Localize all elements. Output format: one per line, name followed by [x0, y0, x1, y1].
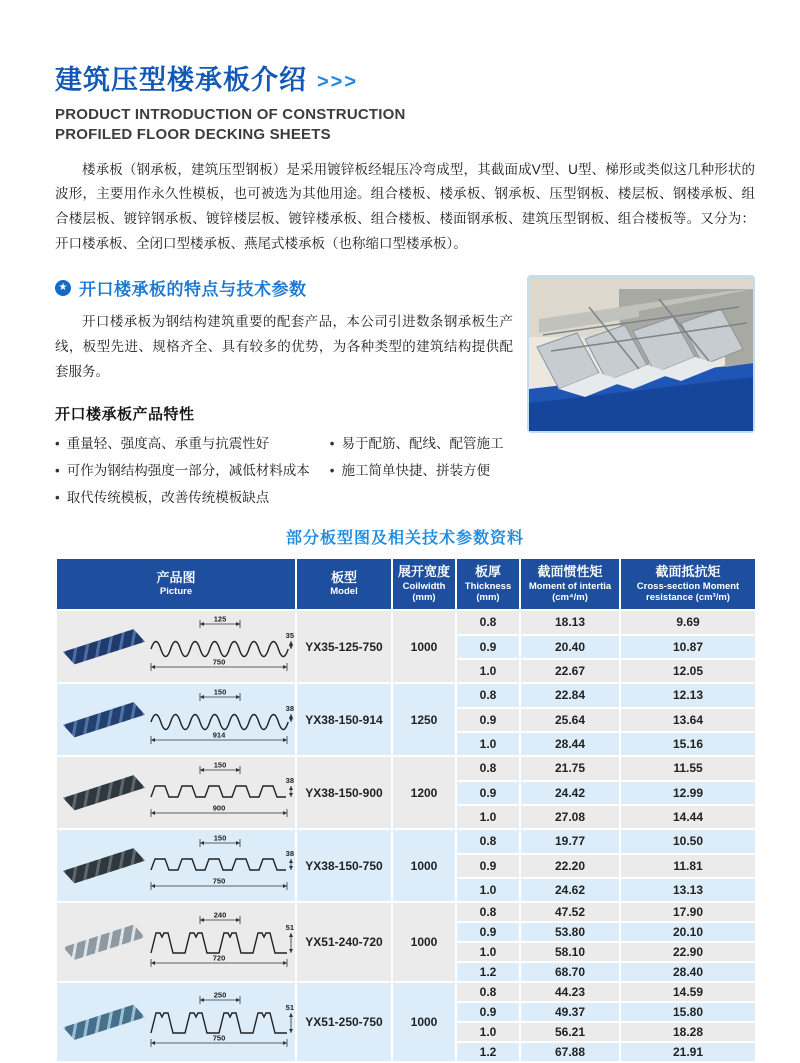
picture-wrap	[57, 684, 295, 755]
profile-drawing-svg	[145, 834, 295, 894]
column-header-unit: (cm⁴/m)	[552, 592, 588, 604]
resistance-cell: 12.13	[620, 683, 756, 707]
resistance-cell: 15.16	[620, 732, 756, 756]
profile-drawing	[145, 834, 295, 897]
column-header-unit: resistance (cm³/m)	[646, 592, 730, 604]
model-cell: YX51-240-720	[296, 902, 392, 982]
table-row	[56, 683, 756, 707]
inertia-cell: 19.77	[520, 829, 620, 853]
thickness-cell: 0.8	[456, 829, 520, 853]
svg-text:150: 150	[213, 760, 227, 770]
feature-right-1	[330, 457, 513, 484]
column-header-1	[296, 558, 392, 610]
profile-drawing-svg	[145, 688, 295, 748]
feature-text: 重量轻、强度高、承重与抗震性好	[66, 436, 270, 452]
sheet-3d-image	[63, 772, 145, 814]
coilwidth-cell: 1000	[392, 982, 456, 1062]
resistance-cell: 11.55	[620, 756, 756, 780]
inertia-cell: 24.62	[520, 878, 620, 902]
profile-drawing	[145, 911, 295, 974]
model-cell: YX51-250-750	[296, 982, 392, 1062]
svg-text:150: 150	[213, 687, 227, 697]
resistance-cell: 17.90	[620, 902, 756, 922]
feature-text: 取代传统模板，改善传统模板缺点	[66, 490, 270, 506]
svg-text:720: 720	[212, 953, 226, 963]
thickness-cell: 1.0	[456, 732, 520, 756]
column-header-en: Picture	[159, 586, 193, 598]
picture-cell-YX51-250-750	[56, 982, 296, 1062]
resistance-cell: 22.90	[620, 942, 756, 962]
picture-wrap	[57, 907, 295, 978]
sheet-3d-image	[63, 1001, 145, 1043]
resistance-cell: 13.13	[620, 878, 756, 902]
section-body: 开口楼承板为钢结构建筑重要的配套产品，本公司引进数条钢承板生产线，板型先进、规格齐全、具有较多的优势，为各种类型的建筑结构提供配套服务。	[55, 314, 513, 380]
inertia-cell: 47.52	[520, 902, 620, 922]
inertia-cell: 58.10	[520, 942, 620, 962]
inertia-cell: 44.23	[520, 982, 620, 1002]
spec-table	[55, 557, 757, 1063]
thickness-cell: 0.9	[456, 781, 520, 805]
bullet-icon: •	[55, 490, 60, 506]
svg-text:240: 240	[213, 910, 227, 920]
feature-text: 可作为钢结构强度一部分，减低材料成本	[66, 463, 310, 479]
svg-text:38: 38	[285, 704, 294, 714]
resistance-cell: 18.28	[620, 1022, 756, 1042]
sheet-3d-image	[63, 626, 145, 668]
thickness-cell: 0.8	[456, 902, 520, 922]
picture-cell-YX51-240-720	[56, 902, 296, 982]
coilwidth-cell: 1000	[392, 610, 456, 683]
svg-text:35: 35	[285, 631, 294, 641]
inertia-cell: 68.70	[520, 962, 620, 982]
model-cell: YX38-150-750	[296, 829, 392, 902]
feature-left-1	[55, 457, 330, 484]
svg-text:125: 125	[213, 614, 227, 624]
deck-illustration-svg	[529, 277, 753, 431]
coilwidth-cell: 1200	[392, 756, 456, 829]
picture-cell-YX35-125-750	[56, 610, 296, 683]
svg-text:38: 38	[285, 849, 294, 859]
inertia-cell: 18.13	[520, 610, 620, 634]
inertia-cell: 20.40	[520, 635, 620, 659]
table-row	[56, 610, 756, 634]
column-header-en: Thickness	[464, 580, 512, 592]
inertia-cell: 21.75	[520, 756, 620, 780]
thickness-cell: 1.0	[456, 805, 520, 829]
features-right-list	[330, 430, 513, 511]
column-header-unit: (mm)	[476, 592, 500, 604]
thickness-cell: 1.2	[456, 962, 520, 982]
feature-text: 易于配筋、配线、配管施工	[341, 436, 504, 452]
thickness-cell: 0.8	[456, 610, 520, 634]
thickness-cell: 1.2	[456, 1042, 520, 1062]
thickness-cell: 1.0	[456, 1022, 520, 1042]
thickness-cell: 0.9	[456, 635, 520, 659]
bullet-icon: •	[55, 463, 60, 479]
resistance-cell: 14.44	[620, 805, 756, 829]
column-header-zh: 截面惯性矩	[537, 564, 603, 580]
svg-text:51: 51	[285, 1002, 294, 1012]
table-row	[56, 902, 756, 922]
product-photo	[527, 275, 755, 433]
thickness-cell: 0.9	[456, 854, 520, 878]
resistance-cell: 9.69	[620, 610, 756, 634]
intro-paragraph: 楼承板（钢承板，建筑压型钢板）是采用镀锌板经辊压冷弯成型，其截面成V型、U型、梯形或类似这几种形状的波形，主要用作永久性模板，也可被选为其他用途。组合楼板、楼承板、钢承板、压型钢板、楼层板、钢楼承板、组合楼层板、镀锌钢承板、镀锌楼层板、镀锌楼承板、组合楼板、楼面钢承板、建筑压型钢板、组合楼板等。又分为：开口楼承板、全闭口型楼承板、燕尾式楼承板（也称缩口型楼承板）。	[55, 161, 755, 252]
resistance-cell: 21.91	[620, 1042, 756, 1062]
picture-wrap	[57, 830, 295, 901]
profile-drawing	[145, 615, 295, 678]
picture-cell-YX38-150-900	[56, 756, 296, 829]
column-header-3	[456, 558, 520, 610]
model-cell: YX38-150-914	[296, 683, 392, 756]
thickness-cell: 0.9	[456, 1002, 520, 1022]
open-deck-section	[55, 275, 755, 511]
profile-drawing-svg	[145, 991, 295, 1051]
inertia-cell: 24.42	[520, 781, 620, 805]
resistance-cell: 13.64	[620, 708, 756, 732]
profile-drawing	[145, 688, 295, 751]
picture-cell-YX38-150-750	[56, 829, 296, 902]
chevrons-icon: >>>	[317, 71, 359, 93]
column-header-zh: 产品图	[156, 570, 196, 586]
section-header	[55, 275, 513, 300]
column-header-zh: 板厚	[474, 564, 501, 580]
coilwidth-cell: 1000	[392, 829, 456, 902]
column-header-zh: 板型	[330, 570, 357, 586]
column-header-zh: 展开宽度	[397, 564, 450, 580]
page-title: 建筑压型楼承板介绍	[55, 65, 307, 95]
sheet-3d-image	[63, 921, 145, 963]
column-header-unit: (mm)	[412, 592, 436, 604]
svg-text:750: 750	[212, 657, 226, 667]
star-icon: ★	[55, 280, 71, 296]
inertia-cell: 22.67	[520, 659, 620, 683]
column-header-en: Model	[330, 586, 358, 598]
bullet-icon: •	[55, 436, 60, 452]
resistance-cell: 10.50	[620, 829, 756, 853]
resistance-cell: 20.10	[620, 922, 756, 942]
resistance-cell: 11.81	[620, 854, 756, 878]
coilwidth-cell: 1250	[392, 683, 456, 756]
inertia-cell: 67.88	[520, 1042, 620, 1062]
resistance-cell: 10.87	[620, 635, 756, 659]
column-header-en: Coilwidth	[402, 580, 446, 592]
picture-wrap	[57, 757, 295, 828]
features-heading: 开口楼承板产品特性	[55, 406, 195, 424]
feature-text: 施工简单快捷、拼装方便	[341, 463, 491, 479]
feature-right-0	[330, 430, 513, 457]
profile-drawing	[145, 991, 295, 1054]
profile-drawing-svg	[145, 761, 295, 821]
resistance-cell: 14.59	[620, 982, 756, 1002]
profile-drawing-svg	[145, 911, 295, 971]
resistance-cell: 28.40	[620, 962, 756, 982]
svg-text:914: 914	[212, 730, 226, 740]
svg-text:38: 38	[285, 776, 294, 786]
model-cell: YX35-125-750	[296, 610, 392, 683]
inertia-cell: 56.21	[520, 1022, 620, 1042]
thickness-cell: 0.9	[456, 708, 520, 732]
svg-text:750: 750	[212, 1033, 226, 1043]
page-subtitle	[55, 105, 755, 146]
title-row	[55, 58, 755, 97]
features-left-list	[55, 430, 330, 511]
thickness-cell: 1.0	[456, 942, 520, 962]
spec-table-body	[56, 610, 756, 1062]
thickness-cell: 0.8	[456, 683, 520, 707]
thickness-cell: 0.8	[456, 756, 520, 780]
section-heading: 开口楼承板的特点与技术参数	[79, 280, 307, 300]
thickness-cell: 0.9	[456, 922, 520, 942]
profile-drawing	[145, 761, 295, 824]
column-header-5	[620, 558, 756, 610]
table-row	[56, 982, 756, 1002]
model-cell: YX38-150-900	[296, 756, 392, 829]
profile-drawing-svg	[145, 615, 295, 675]
inertia-cell: 22.20	[520, 854, 620, 878]
features-lists	[55, 430, 513, 511]
svg-text:750: 750	[212, 876, 226, 886]
feature-left-2	[55, 484, 330, 511]
resistance-cell: 12.99	[620, 781, 756, 805]
thickness-cell: 0.8	[456, 982, 520, 1002]
column-header-0	[56, 558, 296, 610]
inertia-cell: 28.44	[520, 732, 620, 756]
feature-left-0	[55, 430, 330, 457]
subtitle-line2: PROFILED FLOOR DECKING SHEETS	[55, 126, 331, 144]
inertia-cell: 25.64	[520, 708, 620, 732]
table-title: 部分板型图及相关技术参数资料	[285, 530, 524, 548]
inertia-cell: 49.37	[520, 1002, 620, 1022]
svg-text:250: 250	[213, 990, 227, 1000]
inertia-cell: 22.84	[520, 683, 620, 707]
bullet-icon: •	[329, 436, 335, 452]
svg-text:150: 150	[213, 833, 227, 843]
column-header-2	[392, 558, 456, 610]
sheet-3d-image	[63, 845, 145, 887]
thickness-cell: 1.0	[456, 659, 520, 683]
resistance-cell: 15.80	[620, 1002, 756, 1022]
spec-table-header	[56, 558, 756, 610]
resistance-cell: 12.05	[620, 659, 756, 683]
table-row	[56, 756, 756, 780]
table-row	[56, 829, 756, 853]
column-header-en: Cross-section Moment	[636, 580, 740, 592]
column-header-en: Moment of intertia	[528, 580, 612, 592]
thickness-cell: 1.0	[456, 878, 520, 902]
coilwidth-cell: 1000	[392, 902, 456, 982]
bullet-icon: •	[329, 463, 335, 479]
column-header-4	[520, 558, 620, 610]
subtitle-line1: PRODUCT INTRODUCTION OF CONSTRUCTION	[55, 106, 406, 123]
sheet-3d-image	[63, 699, 145, 741]
svg-text:900: 900	[212, 803, 226, 813]
inertia-cell: 27.08	[520, 805, 620, 829]
picture-wrap	[57, 611, 295, 682]
picture-wrap	[57, 987, 295, 1058]
svg-text:51: 51	[285, 922, 294, 932]
picture-cell-YX38-150-914	[56, 683, 296, 756]
inertia-cell: 53.80	[520, 922, 620, 942]
column-header-zh: 截面抵抗矩	[655, 564, 721, 580]
